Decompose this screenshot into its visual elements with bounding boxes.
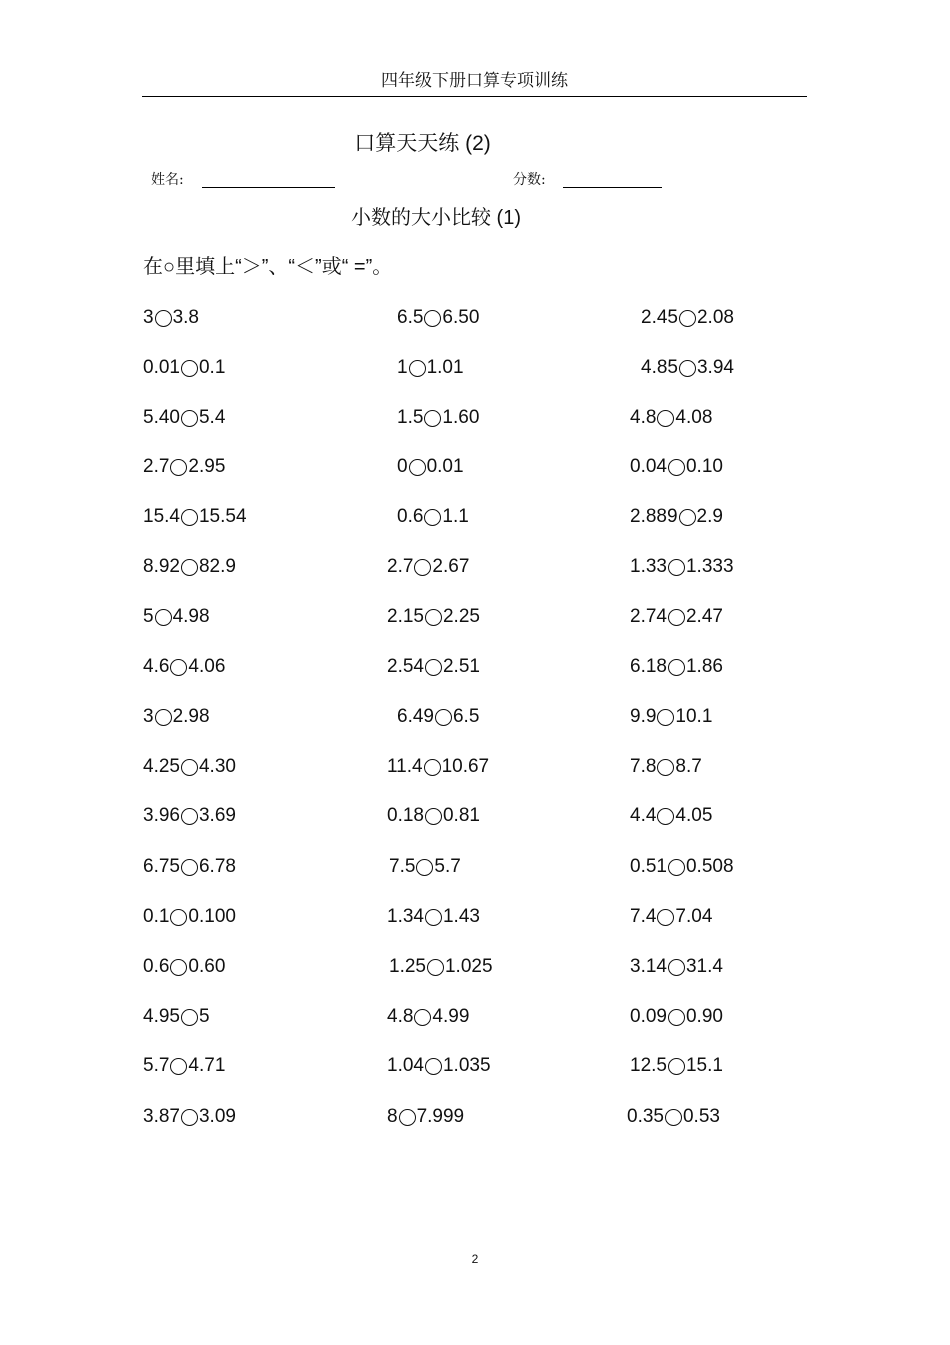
answer-circle[interactable]	[181, 1109, 198, 1126]
comparison-problem	[630, 455, 723, 479]
left-number: 3	[143, 706, 154, 727]
right-number: 4.71	[188, 1055, 226, 1076]
answer-circle[interactable]	[414, 1009, 431, 1026]
comparison-problem	[630, 1005, 723, 1029]
comparison-problem	[387, 555, 469, 579]
comparison-problem	[143, 406, 225, 430]
right-number: 0.60	[188, 956, 226, 977]
right-number: 6.78	[198, 856, 236, 877]
answer-circle[interactable]	[435, 709, 452, 726]
right-number: 1.333	[685, 556, 734, 577]
left-number: 1	[397, 357, 408, 378]
left-number: 6.75	[143, 856, 180, 877]
left-number: 9.9	[630, 706, 657, 727]
answer-circle[interactable]	[409, 360, 426, 377]
left-number: 1.04	[387, 1055, 424, 1076]
answer-circle[interactable]	[181, 759, 198, 776]
comparison-problem	[630, 755, 702, 779]
answer-circle[interactable]	[170, 959, 187, 976]
right-number: 0.10	[685, 456, 723, 477]
worksheet-title: 口算天天练 (2)	[354, 132, 491, 155]
answer-circle[interactable]	[679, 509, 696, 526]
answer-circle[interactable]	[409, 459, 426, 476]
left-number: 2.7	[387, 556, 414, 577]
left-number: 0.35	[627, 1106, 664, 1127]
left-number: 7.8	[630, 756, 657, 777]
right-number: 0.100	[188, 906, 236, 927]
right-number: 5.4	[198, 407, 226, 428]
comparison-problem	[627, 1105, 720, 1129]
left-number: 4.95	[143, 1006, 180, 1027]
left-number: 1.25	[389, 956, 426, 977]
answer-circle[interactable]	[424, 509, 441, 526]
comparison-problem	[630, 655, 723, 679]
right-number: 1.1	[442, 506, 469, 527]
answer-circle[interactable]	[425, 909, 442, 926]
left-number: 7.5	[389, 856, 416, 877]
right-number: 15.1	[685, 1055, 723, 1076]
answer-circle[interactable]	[668, 959, 685, 976]
left-number: 0.1	[143, 906, 170, 927]
left-number: 0.01	[143, 357, 180, 378]
answer-circle[interactable]	[657, 808, 674, 825]
left-number: 8.92	[143, 556, 180, 577]
answer-circle[interactable]	[427, 959, 444, 976]
right-number: 15.54	[198, 506, 247, 527]
answer-circle[interactable]	[181, 808, 198, 825]
left-number: 3	[143, 307, 154, 328]
comparison-problem	[630, 705, 712, 729]
right-number: 6.50	[442, 307, 480, 328]
answer-circle[interactable]	[657, 709, 674, 726]
answer-circle[interactable]	[679, 360, 696, 377]
answer-circle[interactable]	[668, 559, 685, 576]
right-number: 1.01	[426, 357, 464, 378]
instruction-text: 在○里填上“＞”、“＜”或“ =”。	[143, 256, 393, 278]
left-number: 3.87	[143, 1106, 180, 1127]
comparison-problem	[143, 755, 236, 779]
left-number: 0	[397, 456, 408, 477]
left-number: 4.85	[641, 357, 678, 378]
right-number: 1.86	[685, 656, 723, 677]
right-number: 2.95	[188, 456, 226, 477]
right-number: 2.25	[442, 606, 480, 627]
left-number: 6.49	[397, 706, 434, 727]
right-number: 0.53	[682, 1106, 720, 1127]
left-number: 4.8	[630, 407, 657, 428]
page-number: 2	[471, 1252, 479, 1266]
left-number: 0.6	[143, 956, 170, 977]
comparison-problem	[397, 705, 479, 729]
comparison-problem	[397, 505, 469, 529]
left-number: 1.34	[387, 906, 424, 927]
answer-circle[interactable]	[170, 1058, 187, 1075]
left-number: 2.74	[630, 606, 667, 627]
right-number: 2.08	[696, 307, 734, 328]
left-number: 5	[143, 606, 154, 627]
comparison-problem	[143, 356, 225, 380]
left-number: 3.96	[143, 805, 180, 826]
right-number: 82.9	[198, 556, 236, 577]
comparison-problem	[641, 356, 734, 380]
comparison-problem	[630, 406, 712, 430]
left-number: 0.18	[387, 805, 424, 826]
right-number: 7.999	[416, 1106, 465, 1127]
comparison-problem	[387, 655, 480, 679]
left-number: 2.45	[641, 307, 678, 328]
right-number: 0.1	[198, 357, 226, 378]
right-number: 0.01	[426, 456, 464, 477]
comparison-problem	[143, 455, 225, 479]
answer-circle[interactable]	[668, 459, 685, 476]
answer-circle[interactable]	[668, 1009, 685, 1026]
comparison-problem	[387, 804, 480, 828]
left-number: 2.15	[387, 606, 424, 627]
comparison-problem	[387, 1005, 469, 1029]
answer-circle[interactable]	[425, 1058, 442, 1075]
right-number: 4.99	[432, 1006, 470, 1027]
comparison-problem	[630, 605, 723, 629]
answer-circle[interactable]	[155, 609, 172, 626]
comparison-problem	[389, 855, 461, 879]
comparison-problem	[397, 306, 479, 330]
answer-circle[interactable]	[170, 659, 187, 676]
left-number: 0.09	[630, 1006, 667, 1027]
right-number: 4.05	[675, 805, 713, 826]
right-number: 8.7	[675, 756, 702, 777]
comparison-problem	[387, 905, 480, 929]
answer-circle[interactable]	[657, 410, 674, 427]
right-number: 1.60	[442, 407, 480, 428]
comparison-problem	[630, 905, 712, 929]
comparison-problem	[143, 655, 225, 679]
comparison-problem	[143, 555, 236, 579]
left-number: 15.4	[143, 506, 180, 527]
left-number: 1.5	[397, 407, 424, 428]
answer-circle[interactable]	[424, 410, 441, 427]
left-number: 2.7	[143, 456, 170, 477]
answer-circle[interactable]	[657, 909, 674, 926]
comparison-problem	[143, 705, 210, 729]
left-number: 0.6	[397, 506, 424, 527]
answer-circle[interactable]	[155, 310, 172, 327]
answer-circle[interactable]	[425, 808, 442, 825]
left-number: 6.5	[397, 307, 424, 328]
comparison-problem	[143, 905, 236, 929]
right-number: 10.1	[675, 706, 713, 727]
answer-circle[interactable]	[414, 559, 431, 576]
answer-circle[interactable]	[170, 459, 187, 476]
answer-circle[interactable]	[399, 1109, 416, 1126]
comparison-problem	[630, 505, 723, 529]
left-number: 2.54	[387, 656, 424, 677]
comparison-problem	[389, 955, 493, 979]
answer-circle[interactable]	[668, 609, 685, 626]
comparison-problem	[387, 1105, 464, 1129]
left-number: 1.33	[630, 556, 667, 577]
comparison-problem	[641, 306, 734, 330]
answer-circle[interactable]	[181, 1009, 198, 1026]
comparison-problem	[143, 605, 210, 629]
right-number: 1.035	[442, 1055, 491, 1076]
comparison-problem	[630, 955, 723, 979]
right-number: 4.08	[675, 407, 713, 428]
right-number: 0.508	[685, 856, 734, 877]
right-number: 31.4	[685, 956, 723, 977]
answer-circle[interactable]	[668, 1058, 685, 1075]
comparison-problem	[143, 1054, 225, 1078]
comparison-problem	[630, 804, 712, 828]
comparison-problem	[387, 605, 480, 629]
answer-circle[interactable]	[425, 609, 442, 626]
left-number: 11.4	[387, 756, 423, 777]
left-number: 12.5	[630, 1055, 667, 1076]
left-number: 0.04	[630, 456, 667, 477]
comparison-problem	[143, 1005, 210, 1029]
left-number: 2.889	[630, 506, 678, 527]
right-number: 3.8	[172, 307, 199, 328]
left-number: 4.8	[387, 1006, 414, 1027]
page-header: 四年级下册口算专项训练	[142, 68, 807, 97]
answer-circle[interactable]	[657, 759, 674, 776]
comparison-problem	[630, 1054, 723, 1078]
score-label: 分数:	[513, 172, 546, 188]
comparison-problem	[143, 306, 199, 330]
right-number: 1.025	[444, 956, 493, 977]
right-number: 1.43	[442, 906, 480, 927]
right-number: 5	[198, 1006, 210, 1027]
right-number: 3.69	[198, 805, 236, 826]
answer-circle[interactable]	[665, 1109, 682, 1126]
right-number: 2.67	[432, 556, 470, 577]
right-number: 2.98	[172, 706, 210, 727]
left-number: 3.14	[630, 956, 667, 977]
left-number: 4.4	[630, 805, 657, 826]
left-number: 7.4	[630, 906, 657, 927]
right-number: 0.81	[442, 805, 480, 826]
answer-circle[interactable]	[181, 360, 198, 377]
name-label: 姓名:	[151, 172, 184, 188]
right-number: 4.06	[188, 656, 226, 677]
comparison-problem	[630, 855, 734, 879]
right-number: 5.7	[434, 856, 461, 877]
comparison-problem	[397, 356, 464, 380]
left-number: 8	[387, 1106, 398, 1127]
right-number: 2.51	[442, 656, 480, 677]
answer-circle[interactable]	[679, 310, 696, 327]
answer-circle[interactable]	[181, 859, 198, 876]
answer-circle[interactable]	[181, 509, 198, 526]
answer-circle[interactable]	[668, 659, 685, 676]
right-number: 10.67	[441, 756, 490, 777]
comparison-problem	[387, 755, 489, 779]
right-number: 3.09	[198, 1106, 236, 1127]
comparison-problem	[143, 505, 247, 529]
comparison-problem	[143, 1105, 236, 1129]
left-number: 5.7	[143, 1055, 170, 1076]
answer-circle[interactable]	[416, 859, 433, 876]
comparison-problem	[630, 555, 734, 579]
right-number: 0.90	[685, 1006, 723, 1027]
comparison-problem	[143, 955, 225, 979]
left-number: 5.40	[143, 407, 180, 428]
answer-circle[interactable]	[170, 909, 187, 926]
comparison-problem	[397, 455, 464, 479]
comparison-problem	[143, 804, 236, 828]
comparison-problem	[143, 855, 236, 879]
answer-circle[interactable]	[424, 310, 441, 327]
answer-circle[interactable]	[181, 410, 198, 427]
comparison-problem	[397, 406, 479, 430]
right-number: 4.30	[198, 756, 236, 777]
left-number: 6.18	[630, 656, 667, 677]
answer-circle[interactable]	[425, 659, 442, 676]
answer-circle[interactable]	[668, 859, 685, 876]
right-number: 7.04	[675, 906, 713, 927]
comparison-problem	[387, 1054, 491, 1078]
right-number: 6.5	[452, 706, 480, 727]
answer-circle[interactable]	[181, 559, 198, 576]
left-number: 4.6	[143, 656, 170, 677]
right-number: 3.94	[696, 357, 734, 378]
answer-circle[interactable]	[155, 709, 172, 726]
right-number: 2.9	[696, 506, 723, 527]
left-number: 4.25	[143, 756, 180, 777]
right-number: 2.47	[685, 606, 723, 627]
answer-circle[interactable]	[424, 759, 441, 776]
right-number: 4.98	[172, 606, 210, 627]
section-subtitle: 小数的大小比较 (1)	[351, 207, 521, 229]
left-number: 0.51	[630, 856, 667, 877]
